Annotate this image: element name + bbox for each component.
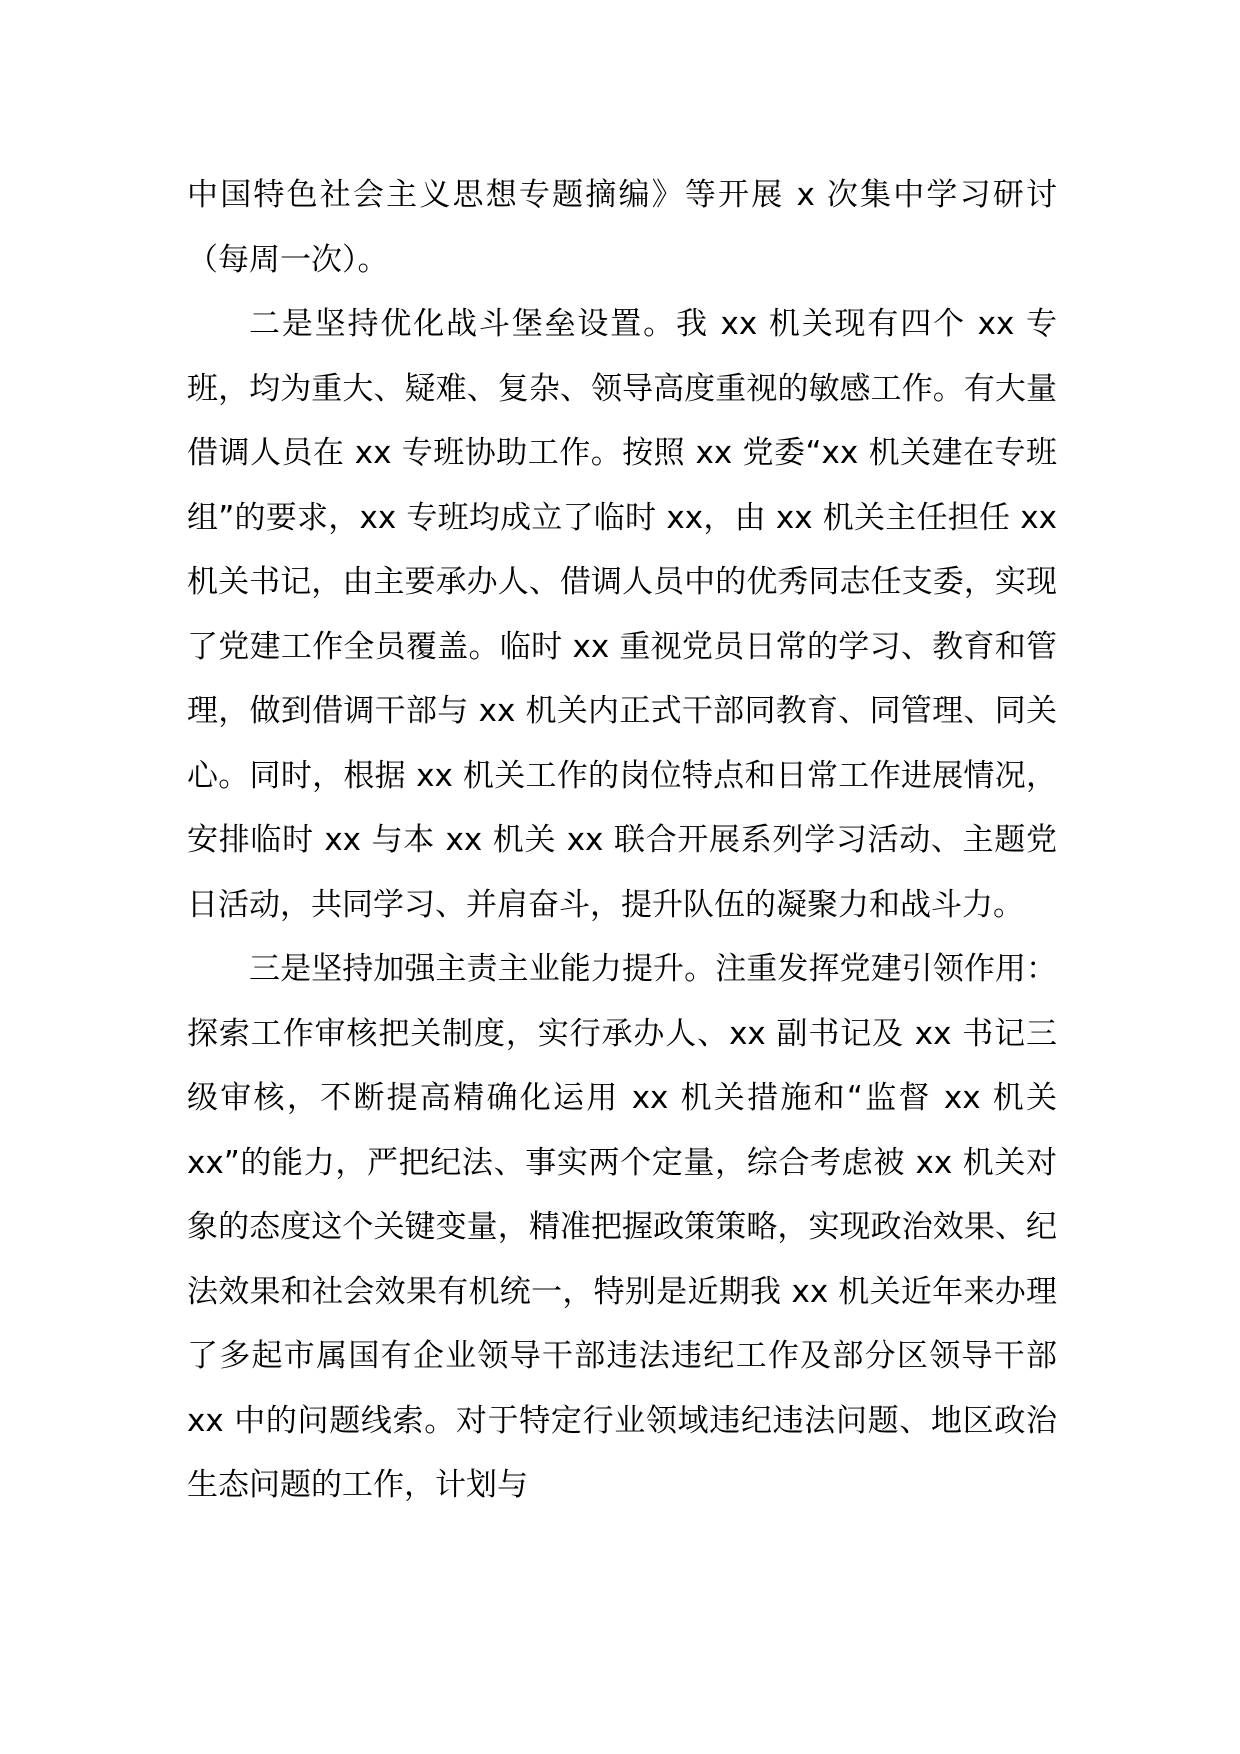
paragraph-battle-fortress: 二是坚持优化战斗堡垒设置。我 xx 机关现有四个 xx 专班，均为重大、疑难、复杂、领导高度重视的敏感工作。有大量借调人员在 xx 专班协助工作。按照 xx 党委“xx 机关建在专班组”的要求，xx 专班均成立了临时 xx，由 xx 机关主任担任 xx 机关书记，由主要承办人、借调人员中的优秀同志任支委，实现了党建工作全员覆盖。临时 xx 重视党员日常的学习、教育和管理，做到借调干部与 xx 机关内正式干部同教育、同管理、同关心。同时，根据 xx 机关工作的岗位特点和日常工作进展情况，安排临时 xx 与本 xx 机关 xx 联合开展系列学习活动、主题党日活动，共同学习、并肩奋斗，提升队伍的凝聚力和战斗力。	[187, 306, 1057, 923]
paragraph-continuation: 中国特色社会主义思想专题摘编》等开展 x 次集中学习研讨（每周一次）。	[187, 177, 1057, 278]
document-body	[187, 163, 1057, 1518]
paragraph-capability: 三是坚持加强主责主业能力提升。注重发挥党建引领作用：探索工作审核把关制度，实行承办人、xx 副书记及 xx 书记三级审核，不断提高精确化运用 xx 机关措施和“监督 xx 机关 xx”的能力，严把纪法、事实两个定量，综合考虑被 xx 机关对象的态度这个关键变量，精准把握政策策略，实现政治效果、纪法效果和社会效果有机统一，特别是近期我 xx 机关近年来办理了多起市属国有企业领导干部违法违纪工作及部分区领导干部 xx 中的问题线索。对于特定行业领域违纪违法问题、地区政治生态问题的工作，计划与	[187, 951, 1057, 1503]
